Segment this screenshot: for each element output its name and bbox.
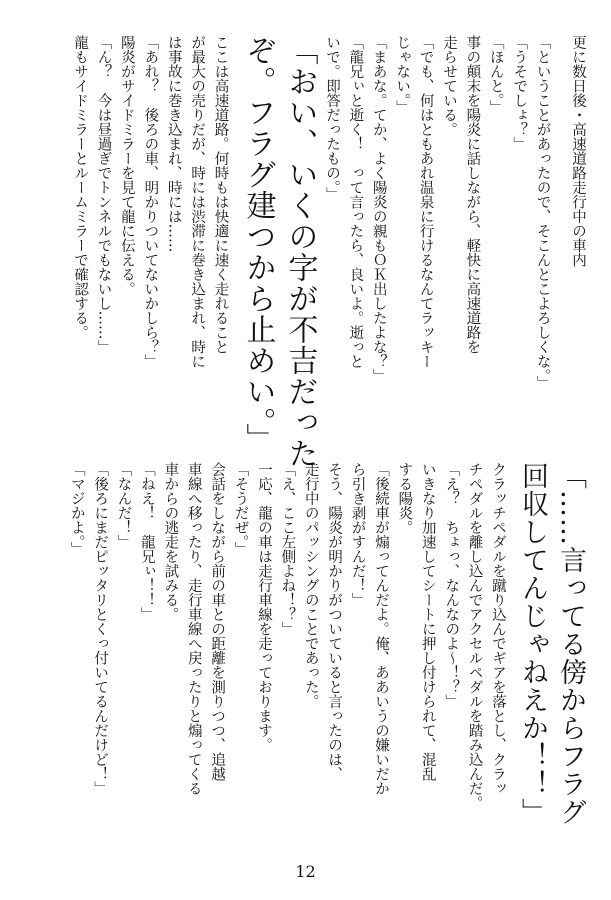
text-line: 「ということがあったので、そこんとこよろしくな。」 <box>534 35 551 391</box>
text-line: 「え？ ちょっ、なんなのよ～！？」 <box>443 462 460 709</box>
text-line: 「そうだぜ。」 <box>232 462 249 557</box>
text-line: 陽炎がサイドミラーを見て龍に伝える。 <box>118 35 135 296</box>
text-line: 「でも、何はともあれ温泉に行けるなんてラッキー <box>417 35 434 369</box>
top-text-block <box>68 35 589 469</box>
text-line: ここは高速道路。何時もは快適に速く走れること <box>212 35 229 354</box>
text-line: 「龍兄ぃと逝く！ って言ったら、良いよ。逝っと <box>347 35 364 369</box>
text-line: する陽炎。 <box>396 462 413 535</box>
text-line: 「まあな。てか、よく陽炎の親もＯＫ出したよな？」 <box>370 35 387 383</box>
scene-heading: 更に数日後・高速道路走行中の車内 <box>570 35 586 267</box>
text-line: 走らせている。 <box>440 35 457 137</box>
text-line: いで。即答だったもの。」 <box>323 35 340 202</box>
text-line: 龍もサイドミラーとルームミラーで確認する。 <box>72 35 89 340</box>
text-line: いきなり加速してシートに押し付けられて、混乱 <box>419 462 436 781</box>
text-line: 「なんだ！」 <box>115 462 132 549</box>
text-line: 「ん？ 今は昼過ぎでトンネルでもないし……」 <box>95 35 112 354</box>
text-line: 「後ろにまだピッタリとくっ付いてるんだけど！」 <box>92 462 109 796</box>
text-line: クラッチペダルを蹴り込んでギアを落とし、クラッ <box>490 462 506 796</box>
text-line: 「あれ？ 後ろの車、明かりついてないかしら？」 <box>142 35 159 369</box>
text-line: 「ねえ！ 龍兄ぃ！！」 <box>138 462 155 622</box>
page-number: 12 <box>295 862 316 881</box>
text-line: 「え、ここ左側よね！？」 <box>279 462 296 636</box>
text-line: ら引き剥がすんだ！」 <box>349 462 366 607</box>
emphasized-line: 「……言ってる傍からフラグ <box>555 462 586 826</box>
text-line: チペダルを離し込んでアクセルペダルを踏み込んだ。 <box>466 462 483 810</box>
text-line: そう、陽炎が明かりがついていると言ったのは、 <box>326 462 343 781</box>
text-line: は事故に巻き込まれ、時には…… <box>165 35 182 253</box>
emphasized-line: 回収してんじゃねえか！！」 <box>517 462 548 826</box>
text-line: じゃない。」 <box>394 35 411 115</box>
text-line: 「マジかよ。」 <box>68 462 85 557</box>
bottom-text-block <box>64 462 589 862</box>
emphasized-line: ぞ。フラグ建つから止めい。」 <box>240 35 276 454</box>
text-line: 事の顛末を陽炎に話しながら、軽快に高速道路を <box>464 35 481 354</box>
text-line: 一応、龍の車は走行車線を走っております。 <box>255 462 272 752</box>
text-line: 「ほんと。」 <box>487 35 504 115</box>
emphasized-line: 「おい、いくの字が不吉だった <box>282 35 318 469</box>
text-line: 「うそでしょ？」 <box>511 35 528 151</box>
text-line: 車線へ移ったり、走行車線へ戻ったりと煽ってくる <box>185 462 202 796</box>
text-line: 走行中のパッシングのことであった。 <box>302 462 319 709</box>
text-line: が最大の売りだが、時には渋滞に巻き込まれ、時に <box>189 35 206 369</box>
text-line: 会話をしながら前の車との距離を測りつつ、追越 <box>209 462 226 781</box>
text-line: 「後続車が煽ってんだよ。俺、ああいうの嫌いだか <box>372 462 389 796</box>
text-line: 車からの逃走を試みる。 <box>162 462 179 622</box>
